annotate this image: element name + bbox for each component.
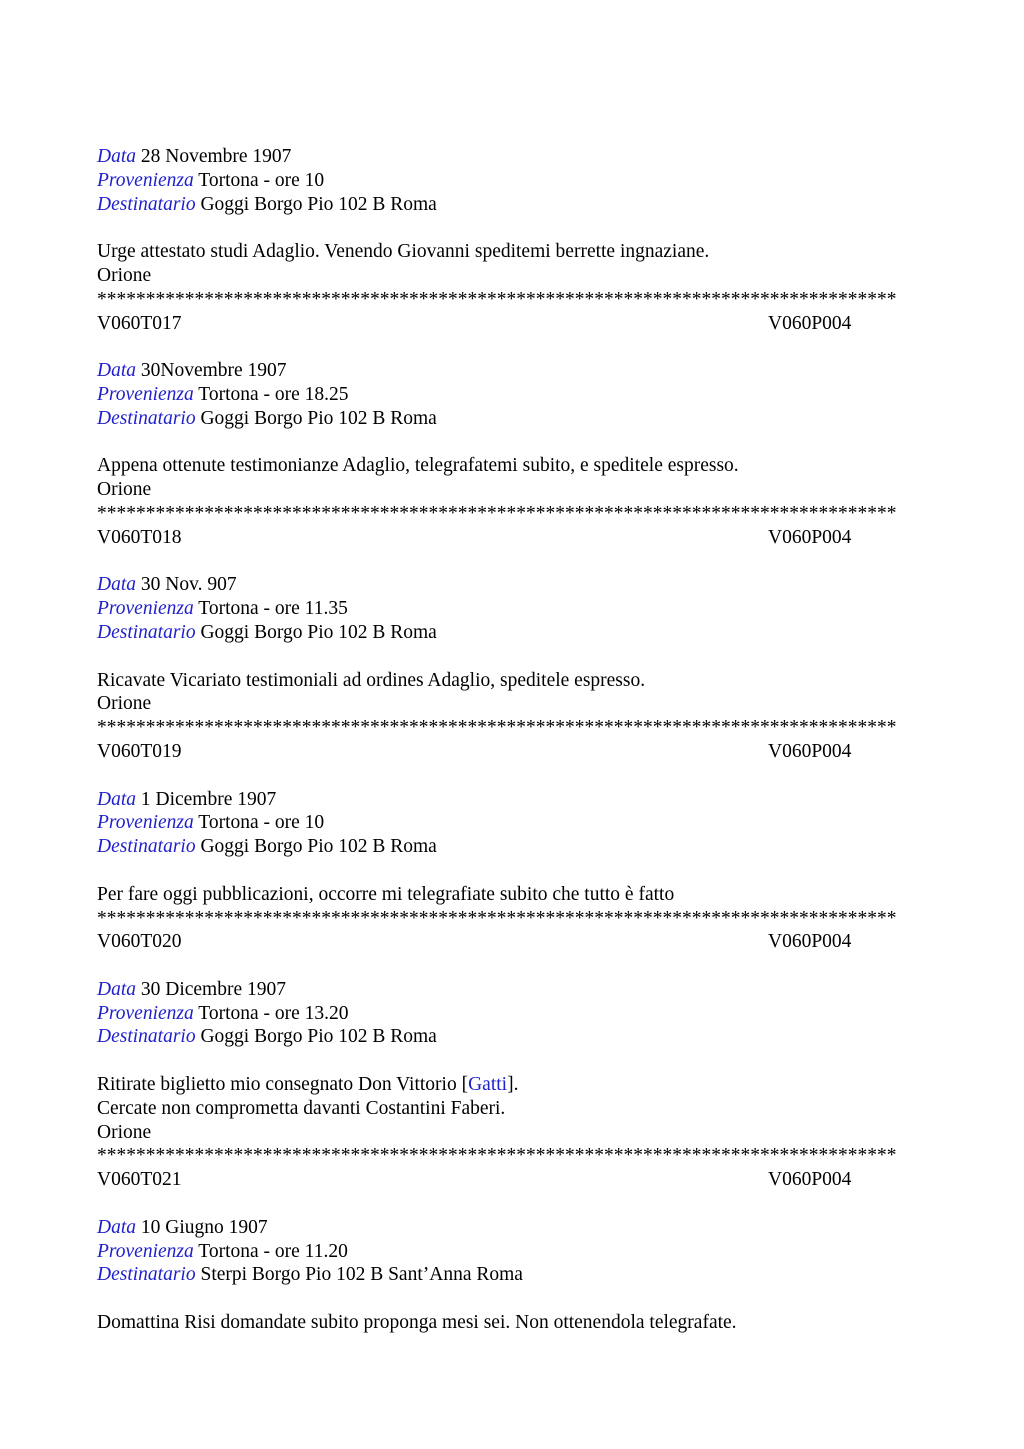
entry-provenance-line [97,1002,927,1026]
reference-codes [97,312,927,336]
recipient-label: Destinatario [97,621,196,643]
signature-line: Orione [97,479,152,501]
date-label: Data [97,146,136,167]
date-value: 30 Dicembre 1907 [140,978,287,1000]
telegram-code: V060T017 [97,312,182,334]
provenance-label: Provenienza [97,812,194,834]
page-code: V060P004 [768,931,852,953]
signature-line: Orione [97,693,152,715]
separator-line: ********************************************************************************** [97,502,897,524]
entry-date-line [97,788,927,812]
entry-recipient-line [97,1025,927,1049]
telegram-code: V060T018 [97,526,182,548]
message-body-line: Urge attestato studi Adaglio. Venendo Giovanni speditemi berrette ingnaziane. [97,241,710,263]
provenance-value: Tortona - ore 11.35 [198,598,348,620]
gatti-link[interactable]: Gatti [468,1074,508,1096]
date-value: 10 Giugno 1907 [140,1216,268,1238]
date-label: Data [97,788,136,810]
message-body-line: Ricavate Vicariato testimoniali ad ordines Adaglio, speditele espresso. [97,669,646,691]
message-text-before-link: Ritirate biglietto mio consegnato Don Vittorio [ [97,1074,469,1096]
signature-line: Orione [97,1121,152,1143]
date-label: Data [97,360,136,382]
recipient-label: Destinatario [97,836,196,858]
provenance-label: Provenienza [97,1002,194,1024]
provenance-label: Provenienza [97,169,194,191]
provenance-value: Tortona - ore 13.20 [198,1002,349,1024]
recipient-label: Destinatario [97,193,196,215]
telegram-code: V060T019 [97,740,182,762]
entry-recipient-line [97,1263,927,1287]
message-body-line: Domattina Risi domandate subito proponga mesi sei. Non ottenendola telegrafate. [97,1312,737,1334]
reference-codes [97,526,927,550]
separator-line: ********************************************************************************** [97,288,897,310]
recipient-value: Goggi Borgo Pio 102 B Roma [200,1026,437,1048]
date-label: Data [97,574,136,596]
entry-recipient-line [97,835,927,859]
entry-recipient-line [97,407,927,431]
date-value: 1 Dicembre 1907 [140,788,277,810]
entry-provenance-line [97,169,927,193]
message-body-line: Cercate non comprometta davanti Costantini Faberi. [97,1097,506,1119]
separator-line: ********************************************************************************** [97,907,897,929]
recipient-label: Destinatario [97,1264,196,1286]
entry-recipient-line [97,193,927,217]
entry-date-line [97,978,927,1002]
message-body-line [97,1073,927,1097]
date-label: Data [97,978,136,1000]
entry-provenance-line [97,597,927,621]
entry-provenance-line [97,383,927,407]
message-text-after-link: ]. [507,1074,519,1096]
entry-provenance-line [97,1240,927,1264]
recipient-label: Destinatario [97,1026,196,1048]
page-code: V060P004 [768,312,852,334]
separator-line: ********************************************************************************** [97,1145,897,1167]
separator-line: ********************************************************************************** [97,717,897,739]
provenance-value: Tortona - ore 11.20 [198,1240,348,1262]
recipient-value: Goggi Borgo Pio 102 B Roma [200,836,437,858]
provenance-value: Tortona - ore 10 [198,169,325,191]
entry-date-line [97,359,927,383]
page-code: V060P004 [768,526,852,548]
date-label: Data [97,1216,136,1238]
recipient-value: Sterpi Borgo Pio 102 B Sant’Anna Roma [200,1264,523,1286]
provenance-value: Tortona - ore 10 [198,812,325,834]
recipient-label: Destinatario [97,407,196,429]
date-value: 28 Novembre 1907 [140,146,292,167]
entry-date-line [97,1216,927,1240]
message-body-line: Appena ottenute testimonianze Adaglio, telegrafatemi subito, e speditele espresso. [97,455,739,477]
entry-date-line [97,145,927,169]
provenance-value: Tortona - ore 18.25 [198,383,349,405]
reference-codes [97,930,927,954]
date-value: 30 Nov. 907 [140,574,237,596]
recipient-value: Goggi Borgo Pio 102 B Roma [200,407,437,429]
page-code: V060P004 [768,740,852,762]
message-body-line: Per fare oggi pubblicazioni, occorre mi telegrafiate subito che tutto è fatto [97,883,675,905]
telegram-code: V060T021 [97,1169,182,1191]
page-code: V060P004 [768,1169,852,1191]
entry-provenance-line [97,811,927,835]
provenance-label: Provenienza [97,1240,194,1262]
provenance-label: Provenienza [97,383,194,405]
reference-codes [97,1168,927,1192]
date-value: 30Novembre 1907 [140,360,287,382]
provenance-label: Provenienza [97,598,194,620]
recipient-value: Goggi Borgo Pio 102 B Roma [200,621,437,643]
reference-codes [97,740,927,764]
entry-date-line [97,573,927,597]
entry-recipient-line [97,621,927,645]
recipient-value: Goggi Borgo Pio 102 B Roma [200,193,437,215]
signature-line: Orione [97,264,152,286]
document-page [97,145,927,1335]
telegram-code: V060T020 [97,931,182,953]
